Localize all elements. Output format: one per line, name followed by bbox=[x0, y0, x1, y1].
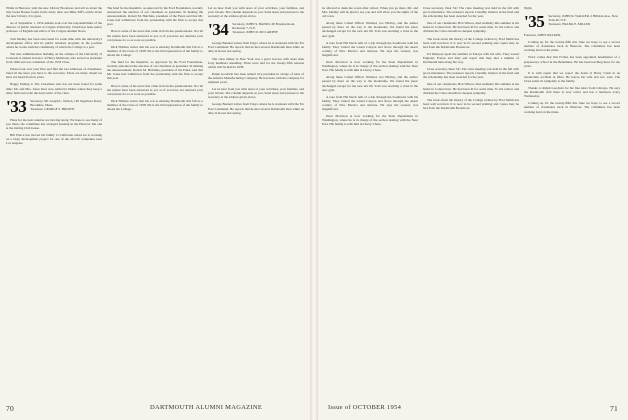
publication-name: DARTMOUTH ALUMNI MAGAZINE bbox=[150, 404, 263, 411]
class-heading-33 bbox=[6, 96, 102, 116]
class-secretary bbox=[548, 14, 620, 26]
paragraph: While in Hanover, visit the new Library Bookstore and tell us about the tiny books Barnes found in his study. Also see Mike Ziff's article about the new Library. It is great. bbox=[6, 6, 102, 19]
paragraph: Tom Dudley has been associated for some time with the university's development office and its public relations program, in the position where he works with the community of which the College is a part. bbox=[6, 36, 102, 49]
paragraph: The fund for the Republic, as approved by the Ford Foundation, recently announced the election of our classmate as president. In making the announcement, Robert M. Hutchins, president of the Fund, said that Mr. Jones had withdrawn from the partnership with his firm to accept this post. bbox=[107, 6, 203, 27]
treasurer-line: Treasurer, FRANK E. MILLER bbox=[548, 22, 591, 27]
paragraph: Let us hear from you with news of your activities, your families, and your travels. The column depends on you. Send notes and pictures to the secretary at the address given above. bbox=[208, 87, 304, 100]
paragraph: The book about the history of the College written by Fred Smith has been well received. It is now in its second printing and copies may be had from the Dartmouth Bookstore. bbox=[423, 36, 519, 49]
right-column-2 bbox=[423, 6, 519, 398]
paragraph: As of September 1, 1954 Adkins took over the responsibilities of the director of public relations at Colgate University. Chuck has been senior professor of English and editor of the Colgate Alumni News. bbox=[6, 21, 102, 34]
left-column-2 bbox=[107, 6, 203, 398]
paragraph: The class dinner in New York was a great success with more than forty members attending. Plans were laid for the twenty-fifth reunion which will be held in 1958. bbox=[208, 56, 304, 69]
page-number: 71 bbox=[610, 404, 619, 413]
paragraph: Class secretary, Dear Sir: The class meeting was held in the fall with good attendance. The treasurer reports a healthy balance in the fund and the scholarship has been awarded for the year. bbox=[423, 6, 519, 19]
paragraph: Dave Morrison is now working for the State Department in Washington, where he is in charge of the section dealing with the Near East. His family is with him in Chevy Chase. bbox=[322, 114, 418, 127]
paragraph: Let us hear from you with news of your activities, your families, and your travels. The column depends on you. Send notes and pictures to the secretary at the address given above. bbox=[208, 6, 304, 19]
paragraph: Thanks to Ralph Goodwin for his fine letter from Chicago. He says the Dartmouth club there is very active and has a luncheon every Wednesday. bbox=[524, 86, 620, 99]
paragraph: Ralph Goodwin has been named vice president in charge of sales of the Atlantic Manufacturing Company. He has been with the company for eighteen years. bbox=[208, 71, 304, 85]
class-number: '33 bbox=[6, 96, 27, 116]
paragraph: One of our classmates, Bob Wilson, died suddenly this summer at his home in Connecticut. He had been ill for some time. To his widow and children the Class extends its deepest sympathy. bbox=[423, 82, 519, 95]
right-page bbox=[318, 0, 628, 420]
paragraph: Night. bbox=[524, 6, 533, 10]
paragraph: Bill Pierce has moved his family to California where he is working on a large development project for one of the aircraft companies near Los Angeles. bbox=[6, 132, 102, 146]
class-secretary bbox=[232, 22, 304, 34]
issue-title bbox=[328, 404, 401, 411]
secretary-line: Secretary, Mr. Joseph L. Nelson, 140 Sagamore Road, Brookline, Mass. bbox=[30, 98, 102, 107]
paragraph: Coming up for the twenty-fifth this June we hope to see a record number of classmates back in Hanover. The committee has been working hard on the plans. bbox=[524, 101, 620, 114]
paragraph: It is with regret that we report the death of Harry Clark in an automobile accident in Ohio. He leaves his wife and two sons. The Class sends its sympathy to the family. bbox=[524, 70, 620, 83]
treasurer-line: Treasurer, GEORGE S. BROWN bbox=[30, 106, 75, 111]
class-heading-34 bbox=[208, 20, 304, 40]
page-number: 70 bbox=[6, 404, 15, 413]
left-column-1 bbox=[6, 6, 102, 398]
paragraph: Here is some of the news that came in from the questionnaire. Not all the replies have been answered as yet, so if you have not returned your card please do so as soon as possible. bbox=[107, 83, 203, 96]
paragraph: Word comes that Jim Forbes has been appointed headmaster of a preparatory school in the Berkshires. He has been teaching there for ten years. bbox=[524, 55, 620, 68]
paragraph: be allowed to dunk the ocean after school. When you go there, Mr. and Mrs. Dudley will be glad to see you and will show you the sights of the old town. bbox=[322, 6, 418, 19]
paragraph: The new administration building on the campus of the University of Colorado is named in honor of Harry McIntosh, who served as president from 1940 and was a member of the 1933 Class. bbox=[6, 51, 102, 65]
treasurer-line: Treasurer, JOHN D. MCCARTHY bbox=[232, 30, 279, 35]
left-footer bbox=[6, 404, 14, 413]
class-secretary bbox=[30, 99, 102, 111]
secretary-line: Secretary, JOHN R. WALKER, 2 Hillside Ave., New York 40, N.Y. bbox=[548, 14, 619, 23]
right-column-3 bbox=[524, 6, 620, 398]
paragraph: The fund for the Republic, as approved by the Ford Foundation, recently announced the election of our classmate as president. In making the announcement, Robert M. Hutchins, president of the Fund, said that Mr. Jones had withdrawn from the partnership with his firm to accept this post. bbox=[107, 60, 203, 81]
paragraph: One of our classmates, Bob Wilson, died suddenly this summer at his home in Connecticut. He had been ill for some time. To his widow and children the Class extends its deepest sympathy. bbox=[423, 21, 519, 34]
paragraph: Dave Morrison is now working for the State Department in Washington, where he is in charge of the section dealing with the Near East. His family is with him in Chevy Chase. bbox=[322, 60, 418, 73]
page-gutter bbox=[310, 0, 318, 420]
paragraph: Fourteen, JOHN WALKER. bbox=[524, 33, 562, 38]
issue-name: Issue of OCTOBER 1954 bbox=[328, 404, 402, 411]
right-column-1 bbox=[322, 6, 418, 398]
paragraph: Please look over your files and find the lost addresses of classmates. Send all the news you have to the secretary. There are many whom we have not heard from in years. bbox=[6, 67, 102, 80]
paragraph: George Bennett writes from Tokyo where he is stationed with the Far East Command. He reports that he met several Dartmouth men while on duty in Korea last spring. bbox=[208, 102, 304, 115]
paragraph: Happy Ending to The Classmate who has not been found for some time: Mr. and Mrs. Jones have now settled in Maine where they keep a dairy farm and write the news letter of the class. bbox=[6, 82, 102, 95]
paragraph: A note from Hal Davis tells of a trip through the Southwest with his family. They visited the Grand Canyon and drove through the desert country of New Mexico and Arizona. He says the scenery was magnificent. bbox=[322, 94, 418, 111]
paragraph: Dick Holmes writes that his son is entering Dartmouth this fall as a member of the Class of 1958. He is the third generation of the family to attend the College. bbox=[107, 98, 203, 111]
paragraph: Here is some of the news that came in from the questionnaire. Not all the replies have been answered as yet, so if you have not returned your card please do so as soon as possible. bbox=[107, 29, 203, 42]
publication-title bbox=[150, 404, 262, 411]
right-footer bbox=[610, 404, 618, 413]
paragraph: Dick Holmes writes that his son is entering Dartmouth this fall as a member of the Class of 1958. He is the third generation of the family to attend the College. bbox=[107, 44, 203, 57]
paragraph: Along these Camel Officer Weiland, Joe Hartley, and the author passed by there on the way to the mountains. We found the place unchanged except for the new ski lift. Tom was teaching a class in the new gym. bbox=[322, 75, 418, 92]
class-number: '34 bbox=[208, 20, 229, 40]
class-number: '35 bbox=[524, 12, 545, 32]
class-heading-35 bbox=[524, 12, 620, 32]
paragraph: Along these Camel Officer Weiland, Joe Hartley, and the author passed by there on the way to the mountains. We found the place unchanged except for the new ski lift. Tom was teaching a class in the new gym. bbox=[322, 21, 418, 38]
paragraph: George Bennett writes from Tokyo where he is stationed with the Far East Command. He reports that he met several Dartmouth men while on duty in Korea last spring. bbox=[208, 41, 304, 54]
left-column-3 bbox=[208, 6, 304, 398]
paragraph: Class secretary, Dear Sir: The class meeting was held in the fall with good attendance. The treasurer reports a healthy balance in the fund and the scholarship has been awarded for the year. bbox=[423, 67, 519, 80]
secretary-line: Secretary, JOHN S. BANKS, 60 Bayside Road, Rochester 7, N.Y. bbox=[232, 22, 296, 31]
paragraph: A note from Hal Davis tells of a trip through the Southwest with his family. They visited the Grand Canyon and drove through the desert country of New Mexico and Arizona. He says the scenery was magnificent. bbox=[322, 40, 418, 57]
paragraph: Coming up for the twenty-fifth this June we hope to see a record number of classmates back in Hanover. The committee has been working hard on the plans. bbox=[524, 40, 620, 53]
left-page bbox=[0, 0, 310, 420]
paragraph: Ed Simpson spent the summer in Europe with his wife. They toured England, France and Italy and report that they met a number of Dartmouth men along the way. bbox=[423, 51, 519, 65]
paragraph: The book about the history of the College written by Fred Smith has been well received. It is now in its second printing and copies may be had from the Dartmouth Bookstore. bbox=[423, 97, 519, 110]
paragraph: Plans for the next reunion are moving along. We hope to see many of you there; the committee has arranged housing in the Hanover Inn and at the Outing Club house. bbox=[6, 117, 102, 130]
